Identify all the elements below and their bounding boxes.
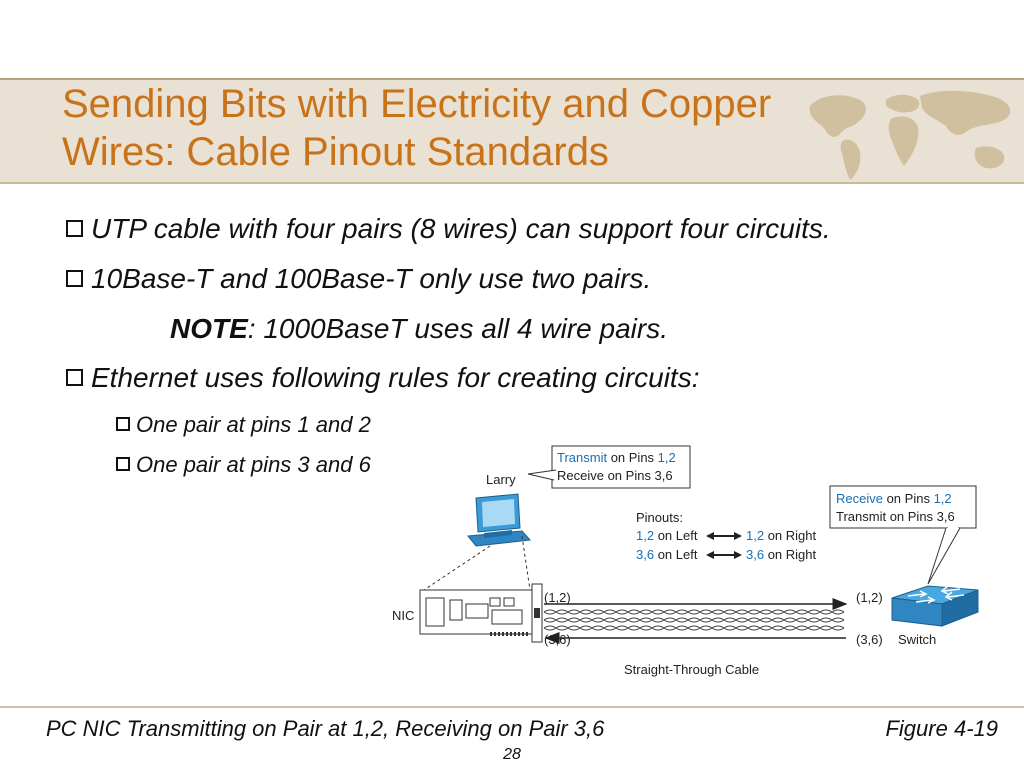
larry-label: Larry xyxy=(486,472,516,487)
nic-label: NIC xyxy=(392,608,415,623)
note-text: : 1000BaseT uses all 4 wire pairs. xyxy=(247,313,668,344)
bullet-1-text: UTP cable with four pairs (8 wires) can support four circuits. xyxy=(91,213,831,244)
nic-switch-pinout-diagram xyxy=(380,440,1020,690)
slide-title-line-1: Sending Bits with Electricity and Copper xyxy=(62,82,772,126)
pair-label-left-bottom: (3,6) xyxy=(544,632,571,647)
checkbox-bullet-icon xyxy=(116,417,130,431)
pc-to-nic-dashed-line xyxy=(522,536,530,590)
larry-speech-bubble xyxy=(528,446,690,488)
bullet-2-text: 10Base-T and 100Base-T only use two pairs. xyxy=(91,263,652,294)
double-arrow-icon xyxy=(706,532,742,559)
slide-title-line-2: Wires: Cable Pinout Standards xyxy=(62,130,609,174)
sub-bullet-1 xyxy=(116,412,371,438)
sub-bullet-2-text: One pair at pins 3 and 6 xyxy=(136,452,371,477)
pc-to-nic-dashed-line xyxy=(424,546,490,590)
checkbox-bullet-icon xyxy=(66,220,83,237)
checkbox-bullet-icon xyxy=(116,457,130,471)
note-line xyxy=(170,313,668,345)
pair-label-left-top: (1,2) xyxy=(544,590,571,605)
sub-bullet-2 xyxy=(116,452,371,478)
sub-bullet-1-text: One pair at pins 1 and 2 xyxy=(136,412,371,437)
figure-caption: PC NIC Transmitting on Pair at 1,2, Receiving on Pair 3,6 xyxy=(46,716,605,741)
nic-card-icon xyxy=(420,584,542,642)
checkbox-bullet-icon xyxy=(66,270,83,287)
switch-label: Switch xyxy=(898,632,937,647)
pair-label-right-top: (1,2) xyxy=(856,590,883,605)
footer-rule xyxy=(0,706,1024,708)
bullet-1 xyxy=(66,213,831,245)
figure-number: Figure 4-19 xyxy=(885,716,998,741)
bullet-2 xyxy=(66,263,651,295)
switch-bubble-line-1: Receive on Pins 1,2 xyxy=(836,491,952,506)
pinouts-legend xyxy=(636,510,816,562)
switch-speech-bubble xyxy=(830,486,976,584)
bullet-3 xyxy=(66,362,700,394)
slide-title xyxy=(62,80,922,176)
cable-label: Straight-Through Cable xyxy=(624,662,760,677)
switch-icon xyxy=(892,586,978,626)
header-rule-bottom xyxy=(0,182,1024,184)
larry-bubble-line-2: Receive on Pins 3,6 xyxy=(557,468,673,483)
pair-label-right-bottom: (3,6) xyxy=(856,632,883,647)
svg-text:1,2 on Left: 1,2 on Left xyxy=(636,528,698,543)
checkbox-bullet-icon xyxy=(66,369,83,386)
note-label: NOTE xyxy=(170,313,248,344)
switch-bubble-line-2: Transmit on Pins 3,6 xyxy=(836,509,955,524)
page-number: 28 xyxy=(503,746,521,763)
svg-text:3,6 on Left: 3,6 on Left xyxy=(636,547,698,562)
twisted-pair-cable xyxy=(544,610,844,630)
computer-icon xyxy=(468,494,530,546)
bullet-3-text: Ethernet uses following rules for creating circuits: xyxy=(91,362,700,393)
svg-text:Pinouts:: Pinouts: xyxy=(636,510,683,525)
larry-bubble-line-1: Transmit on Pins 1,2 xyxy=(557,450,676,465)
svg-text:3,6 on Right: 3,6 on Right xyxy=(746,547,817,562)
svg-text:1,2 on Right: 1,2 on Right xyxy=(746,528,817,543)
